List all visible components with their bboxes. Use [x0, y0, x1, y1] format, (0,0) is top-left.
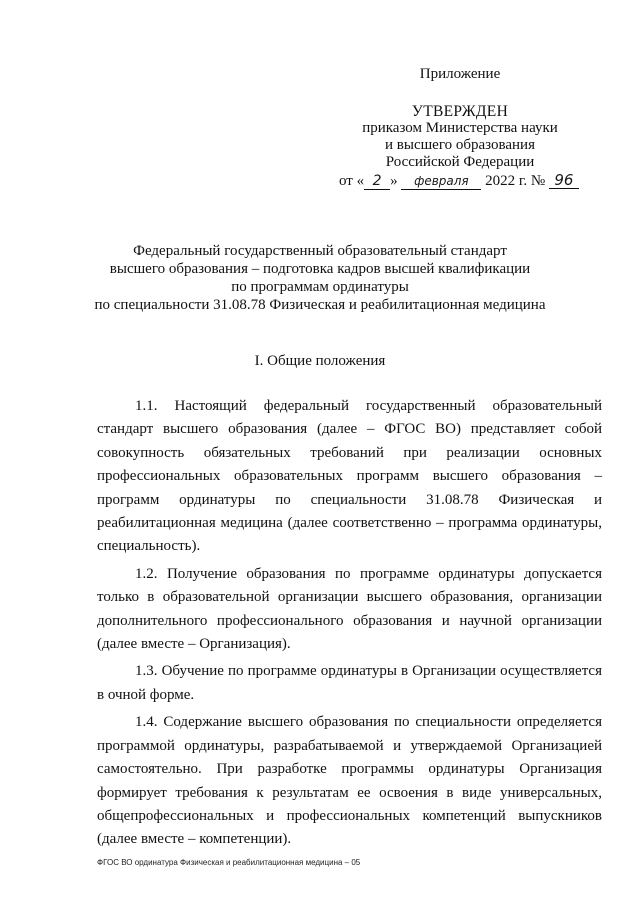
order-day-handwritten: 2	[364, 173, 390, 190]
body-text	[97, 395, 602, 856]
title-line-3: по программам ординатуры	[231, 279, 409, 295]
order-month-handwritten: февраля	[401, 173, 481, 190]
order-mid: »	[390, 173, 398, 189]
approved-heading: УТВЕРЖДЕН	[411, 103, 509, 120]
approval-line-ministry: приказом Министерства науки	[362, 120, 558, 136]
title-line-1: Федеральный государственный образовательный стандарт	[133, 243, 507, 259]
order-prefix: от «	[339, 173, 365, 189]
paragraph-1-2: 1.2. Получение образования по программе ординатуры допускается только в образовательной организации высшего образования, организации дополнительного профессионального образования и научной организации (далее вместе – Организация).	[97, 565, 602, 653]
paragraph-1-1: 1.1. Настоящий федеральный государственный образовательный стандарт высшего образования (далее – ФГОС ВО) представляет собой совокупность обязательных требований при реализации основных профессиональных образовательных программ высшего образования – программ ординатуры по специальности 31.08.78 Физическая и реабилитационная медицина (далее соответственно – программа ординатуры, специальность).	[97, 398, 602, 555]
appendix-label: Приложение	[419, 66, 501, 82]
title-line-4: по специальности 31.08.78 Физическая и реабилитационная медицина	[94, 297, 546, 313]
paragraph-1-4: 1.4. Содержание высшего образования по специальности определяется программой ординатуры, разрабатываемой и утверждаемой Организацией самостоятельно. При разработке программы ординатуры Организация формирует требования к результатам ее освоения в виде универсальных, общепрофессиональных и профессиональных компетенций выпускников (далее вместе – компетенции).	[97, 714, 602, 848]
order-number-handwritten: 96	[549, 172, 579, 189]
approval-line-education: и высшего образования	[385, 137, 535, 153]
approval-block	[330, 66, 590, 171]
section-title: I. Общие положения	[254, 353, 386, 369]
page-footer: ФГОС ВО ординатура Физическая и реабилитационная медицина – 05	[97, 858, 361, 867]
title-line-2: высшего образования – подготовка кадров высшей квалификации	[109, 261, 531, 277]
approval-line-federation: Российской Федерации	[385, 154, 535, 170]
standard-title	[60, 242, 580, 314]
order-date-line	[339, 171, 599, 191]
paragraph-1-3: 1.3. Обучение по программе ординатуры в Организации осуществляется в очной форме.	[97, 663, 602, 703]
order-year: 2022 г. №	[485, 173, 546, 189]
